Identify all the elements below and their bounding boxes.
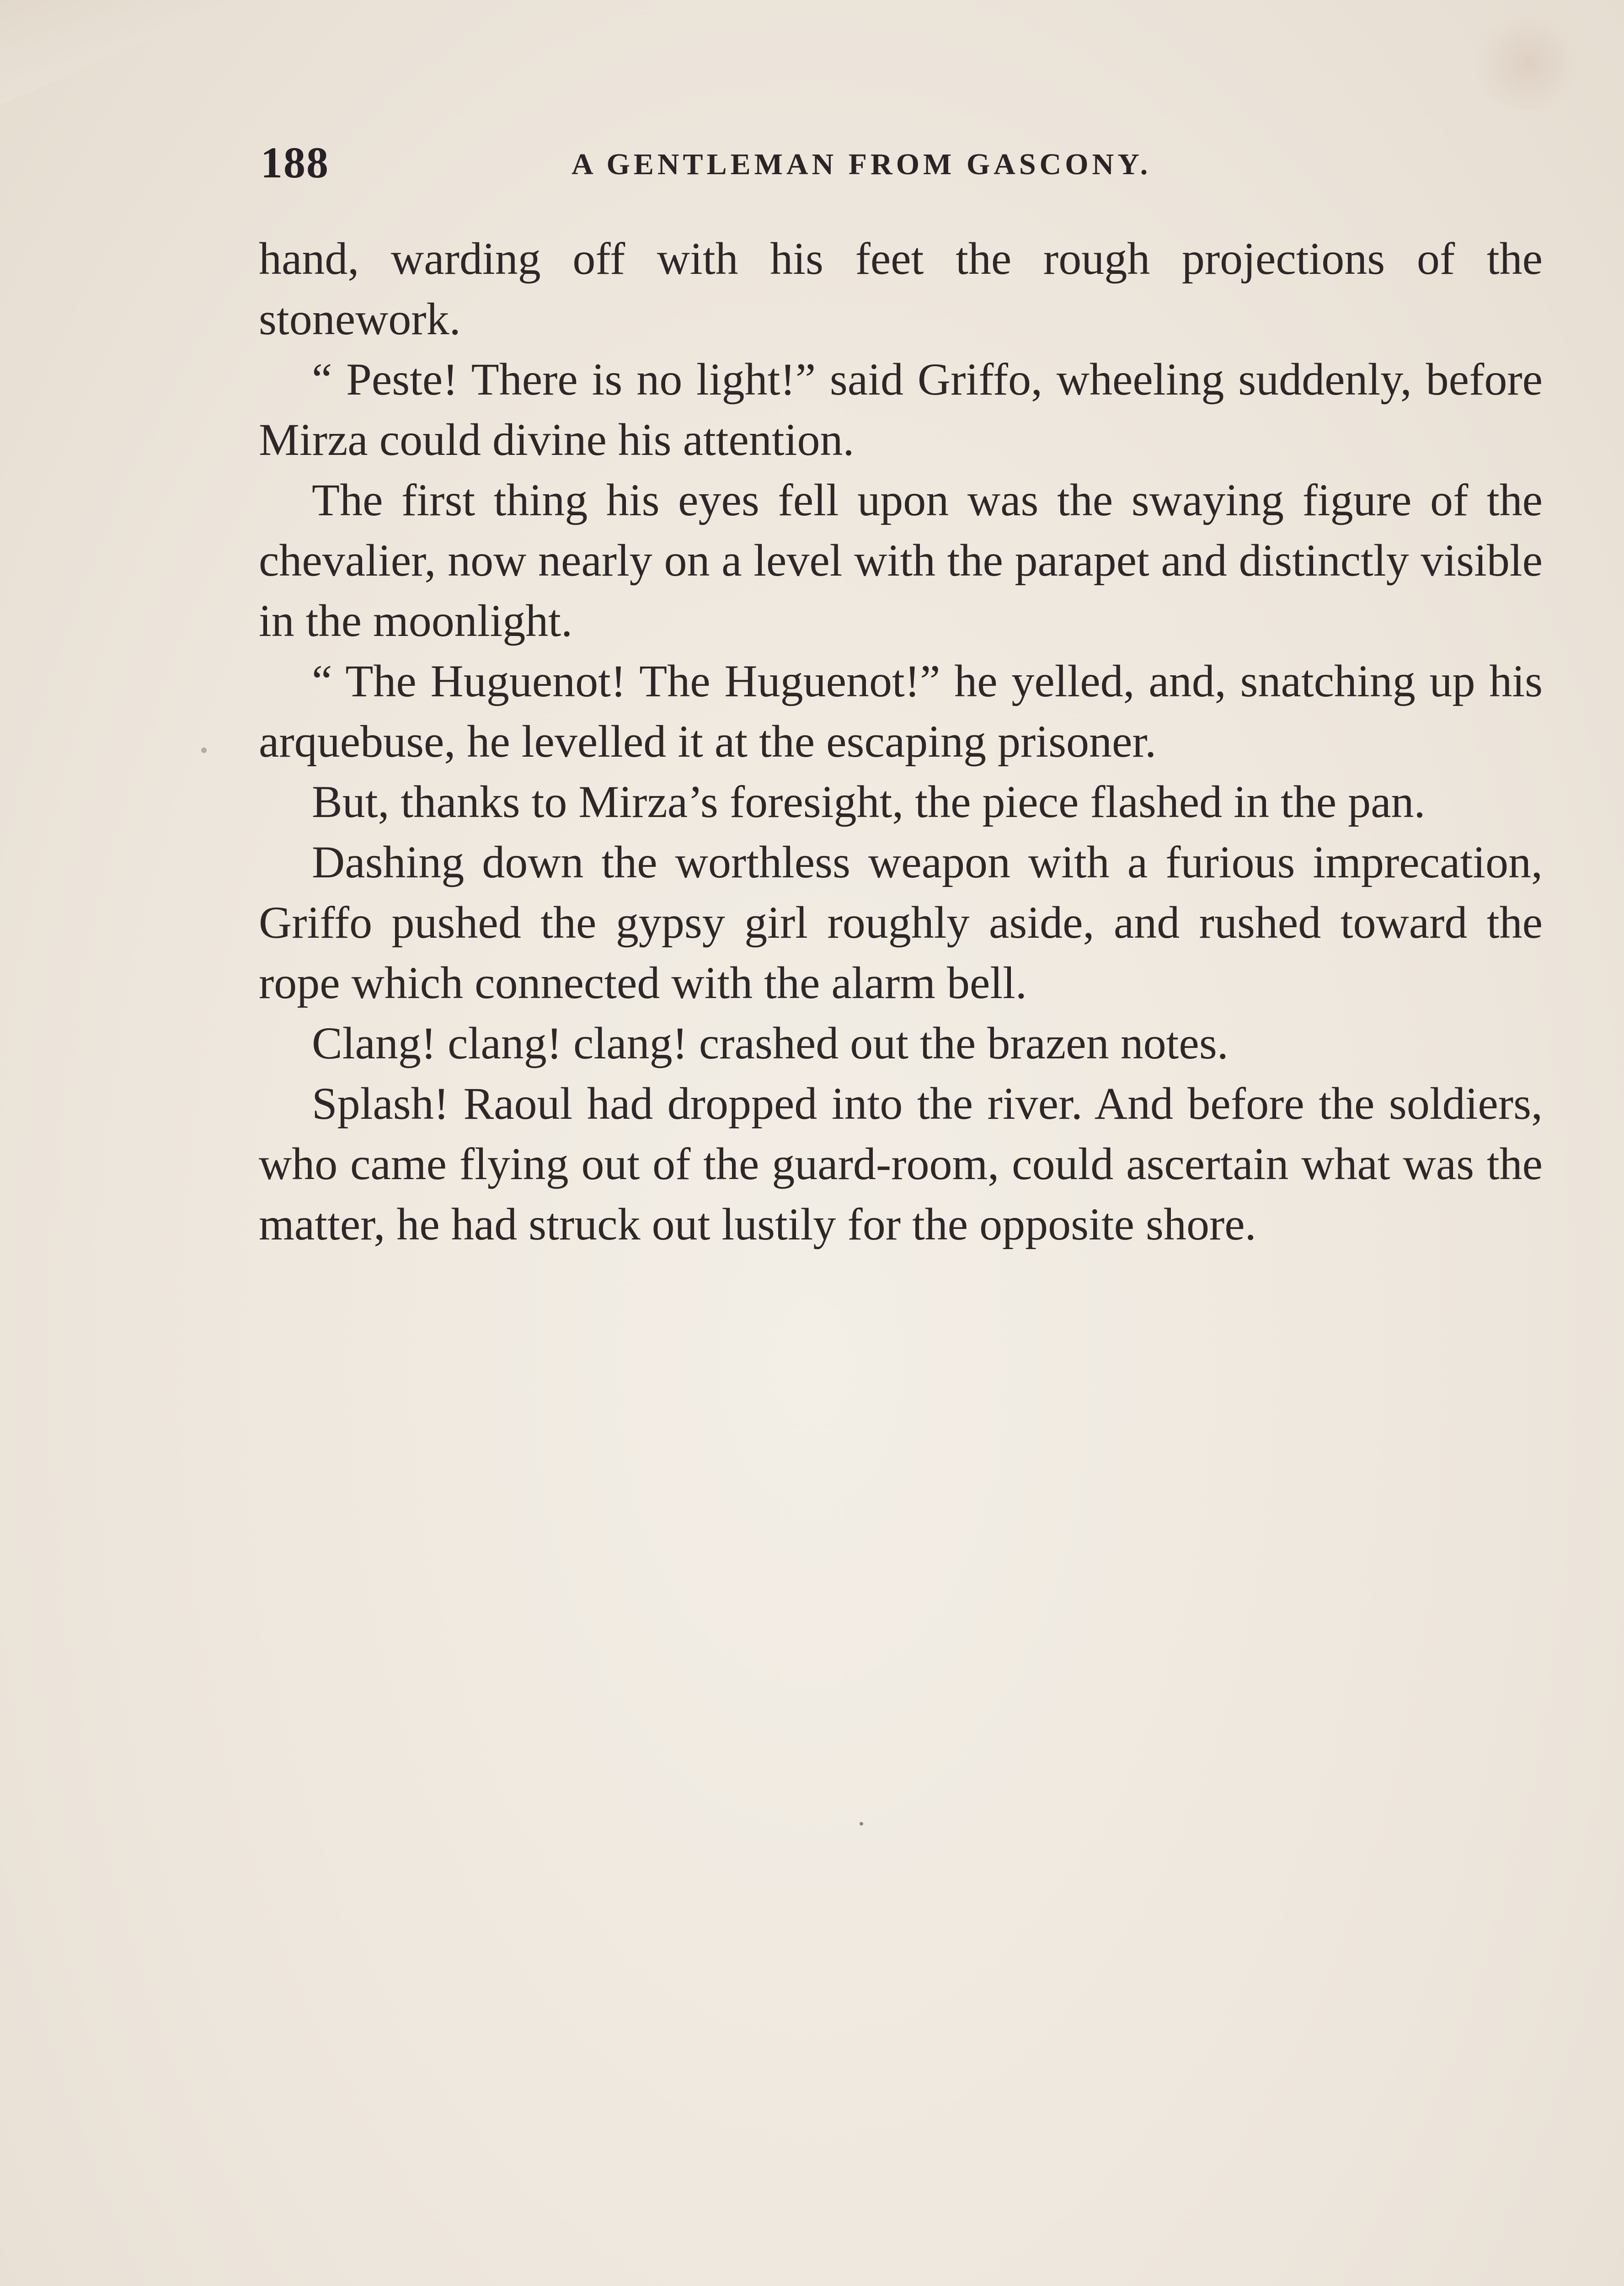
page-number: 188 (261, 138, 329, 187)
paragraph: Dashing down the worthless weapon with a furious imprecation, Griffo pushed the gypsy girl roughly aside, and rushed toward the rope which connected with the alarm bell. (259, 837, 1543, 1008)
page-header (261, 137, 1541, 192)
paragraph: The first thing his eyes fell upon was the swaying figure of the chevalier, now nearly on a level with the parapet and distinctly visible in the moonlight. (259, 475, 1543, 646)
paper-speck (860, 1822, 863, 1826)
body-text (259, 229, 1543, 1255)
paragraph: Splash! Raoul had dropped into the river. And before the soldiers, who came flying out of the guard-room, could ascertain what was the matter, he had struck out lustily for the opposite shore. (259, 1078, 1543, 1250)
paragraph: hand, warding off with his feet the rough projections of the stonework. (259, 233, 1543, 344)
page-corner-fold (0, 0, 238, 105)
paragraph: “ Peste! There is no light!” said Griffo, wheeling suddenly, before Mirza could divine his attention. (259, 354, 1543, 465)
paragraph: “ The Huguenot! The Huguenot!” he yelled, and, snatching up his arquebuse, he levelled it at the escaping prisoner. (259, 656, 1543, 767)
paragraph: But, thanks to Mirza’s foresight, the piece flashed in the pan. (312, 776, 1426, 827)
running-head: A GENTLEMAN FROM GASCONY. (572, 148, 1152, 181)
paragraph: Clang! clang! clang! crashed out the brazen notes. (312, 1018, 1229, 1068)
page-stain (1469, 18, 1587, 110)
paper-speck (201, 748, 207, 753)
